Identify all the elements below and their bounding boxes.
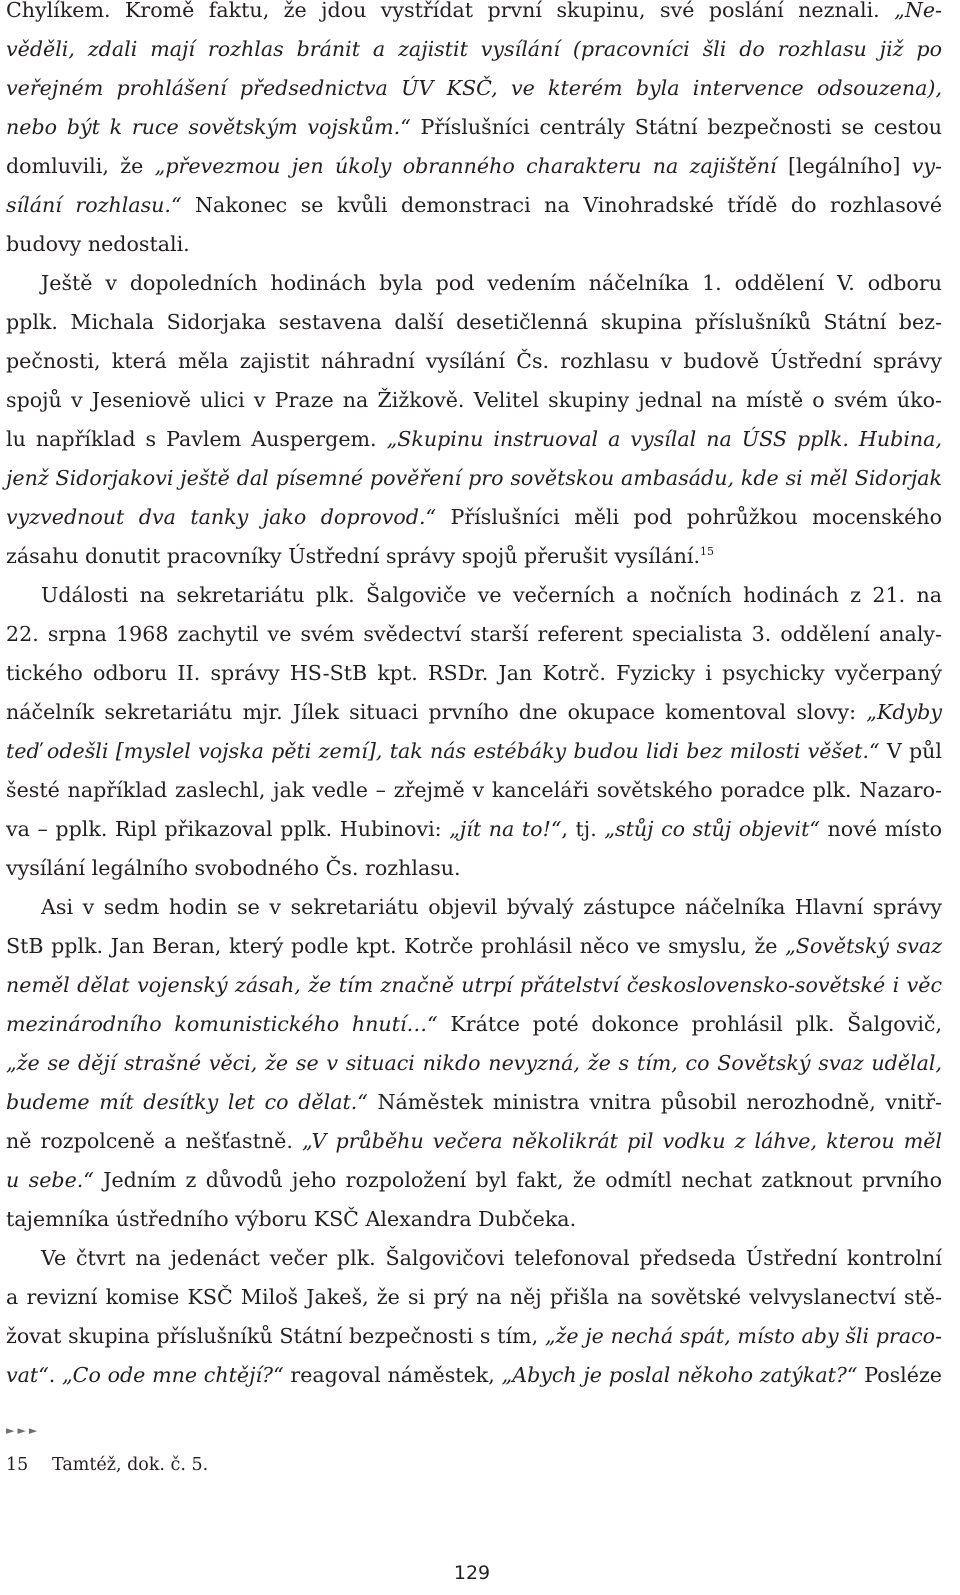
italic-text-segment: nebo být k ruce sovětským vojskům.“ xyxy=(6,115,411,139)
footnote-separator-marks: ►►► xyxy=(6,1424,41,1437)
italic-text-segment: „Abych je poslal někoho zatýkat?“ xyxy=(501,1363,858,1387)
text-segment: Události na sekretariátu plk. Šalgoviče ve večerních a nočních hodinách z 21. na xyxy=(41,583,942,607)
italic-text-segment: u sebe.“ xyxy=(6,1168,94,1192)
text-segment: šesté například zaslechl, jak vedle – zřejmě v kanceláři sovětského poradce plk. Nazaro- xyxy=(6,778,942,802)
text-line xyxy=(6,693,942,732)
italic-text-segment: mezinárodního komunistického hnutí…“ xyxy=(6,1012,438,1036)
italic-text-segment: budeme mít desítky let co dělat.“ xyxy=(6,1090,368,1114)
text-line xyxy=(6,849,942,888)
text-line xyxy=(6,69,942,108)
italic-text-segment: veřejném prohlášení předsednictva ÚV KSČ, ve kterém byla intervence odsouzena), xyxy=(6,76,942,100)
text-segment: Příslušníci centrály Státní bezpečnosti se cestou xyxy=(410,115,942,139)
text-segment: pečnosti, která měla zajistit náhradní vysílání Čs. rozhlasu v budově Ústřední správy xyxy=(6,349,942,373)
text-line xyxy=(6,1122,942,1161)
text-segment: Ještě v dopoledních hodinách byla pod vedením náčelníka 1. oddělení V. odboru xyxy=(41,271,942,295)
text-line xyxy=(6,1356,942,1395)
italic-text-segment: „Ne- xyxy=(894,0,942,22)
text-segment: va – pplk. Ripl přikazoval pplk. Hubinovi: xyxy=(6,817,450,841)
text-segment: 22. srpna 1968 zachytil ve svém svědectví starší referent specialista 3. oddělení analy- xyxy=(6,622,942,646)
text-line xyxy=(6,888,942,927)
italic-text-segment: neměl dělat vojenský zásah, že tím značně utrpí přátelství československo-sovětské i věc xyxy=(6,973,942,997)
text-line xyxy=(6,576,942,615)
footnote-reference: 15 xyxy=(700,545,715,559)
text-segment: nové místo xyxy=(819,817,942,841)
text-segment: a revizní komise KSČ Miloš Jakeš, že si prý na něj přišla na sovětské velvyslanectví stě- xyxy=(6,1285,942,1309)
text-segment: Nakonec se kvůli demonstraci na Vinohradské třídě do rozhlasové xyxy=(181,193,943,217)
text-segment: vysílání legálního svobodného Čs. rozhlasu. xyxy=(6,856,461,880)
body-text xyxy=(6,0,942,1395)
text-segment: Ve čtvrt na jedenáct večer plk. Šalgovičovi telefonoval předseda Ústřední kontrolní xyxy=(41,1246,942,1270)
text-line xyxy=(6,771,942,810)
text-segment: ně rozpolceně a nešťastně. xyxy=(6,1129,302,1153)
footnote-text: Tamtéž, dok. č. 5. xyxy=(52,1455,209,1475)
text-line xyxy=(6,927,942,966)
text-line xyxy=(6,615,942,654)
text-segment: budovy nedostali. xyxy=(6,232,190,256)
text-line xyxy=(6,1044,942,1083)
text-line xyxy=(6,966,942,1005)
italic-text-segment: jenž Sidorjakovi ještě dal písemné pověření pro sovětskou ambasádu, kde si měl Sidorjak xyxy=(6,466,942,490)
italic-text-segment: „jít na to!“ xyxy=(449,817,562,841)
text-segment: StB pplk. Jan Beran, který podle kpt. Kotrče prohlásil něco ve smyslu, že xyxy=(6,934,786,958)
text-line xyxy=(6,1005,942,1044)
italic-text-segment: „že je nechá spát, místo aby šli praco- xyxy=(544,1324,942,1348)
text-line xyxy=(6,1200,942,1239)
footnote xyxy=(6,1454,208,1476)
text-line xyxy=(6,30,942,69)
text-line xyxy=(6,1317,942,1356)
italic-text-segment: „Co ode mne chtějí?“ xyxy=(62,1363,284,1387)
italic-text-segment: sílání rozhlasu.“ xyxy=(6,193,182,217)
text-segment: Asi v sedm hodin se v sekretariátu objevil bývalý zástupce náčelníka Hlavní správy xyxy=(41,895,942,919)
italic-text-segment: věděli, zdali mají rozhlas bránit a zajistit vysílání (pracovníci šli do rozhlasu již po xyxy=(6,37,942,61)
italic-text-segment: teď odešli [myslel vojska pěti zemí], tak nás estébáky budou lidi bez milosti věšet.“ xyxy=(6,739,880,763)
text-line xyxy=(6,225,942,264)
text-segment: Chylíkem. Kromě faktu, že jdou vystřídat první skupinu, své poslání neznali. xyxy=(6,0,895,22)
text-line xyxy=(6,1278,942,1317)
text-line xyxy=(6,459,942,498)
text-line xyxy=(6,342,942,381)
text-segment: žovat skupina příslušníků Státní bezpečnosti s tím, xyxy=(6,1324,545,1348)
text-segment: , tj. xyxy=(561,817,605,841)
text-segment: tajemníka ústředního výboru KSČ Alexandra Dubčeka. xyxy=(6,1207,577,1231)
text-segment: zásahu donutit pracovníky Ústřední správy spojů přerušit vysílání. xyxy=(6,544,701,568)
text-segment: [legálního] xyxy=(776,154,912,178)
text-segment: domluvili, že xyxy=(6,154,155,178)
italic-text-segment: „Sovětský svaz xyxy=(785,934,942,958)
text-line xyxy=(6,498,942,537)
text-line xyxy=(6,108,942,147)
text-line xyxy=(6,810,942,849)
text-segment: tického odboru II. správy HS-StB kpt. RSDr. Jan Kotrč. Fyzicky i psychicky vyčerpaný xyxy=(6,661,942,685)
italic-text-segment: „že se dějí strašné věci, že se v situaci nikdo nevyzná, že s tím, co Sovětský svaz udělal, xyxy=(6,1051,942,1075)
text-segment: lu například s Pavlem Auspergem. xyxy=(6,427,387,451)
text-line xyxy=(6,1239,942,1278)
italic-text-segment: „stůj co stůj objevit“ xyxy=(604,817,820,841)
text-line xyxy=(6,1161,942,1200)
text-line xyxy=(6,0,942,30)
text-line xyxy=(6,420,942,459)
text-segment: V půl xyxy=(879,739,943,763)
italic-text-segment: „Kdyby xyxy=(866,700,942,724)
italic-text-segment: vy- xyxy=(911,154,942,178)
text-line xyxy=(6,732,942,771)
text-segment: Posléze xyxy=(857,1363,942,1387)
text-line xyxy=(6,303,942,342)
text-line xyxy=(6,537,942,576)
text-segment: Náměstek ministra vnitra působil nerozhodně, vnitř- xyxy=(367,1090,942,1114)
text-segment: Jedním z důvodů jeho rozpoložení byl fakt, že odmítl nechat zatknout prvního xyxy=(93,1168,942,1192)
text-segment: spojů v Jeseniově ulici v Praze na Žižkově. Velitel skupiny jednal na místě o svém úko- xyxy=(6,388,942,412)
footnote-number: 15 xyxy=(6,1455,29,1475)
text-line xyxy=(6,147,942,186)
page-number: 129 xyxy=(453,1562,491,1584)
text-line xyxy=(6,186,942,225)
italic-text-segment: „Skupinu instruoval a vysílal na ÚSS pplk. Hubina, xyxy=(386,427,942,451)
text-line xyxy=(6,1083,942,1122)
text-segment: pplk. Michala Sidorjaka sestavena další desetičlenná skupina příslušníků Státní bez- xyxy=(6,310,942,334)
text-line xyxy=(6,381,942,420)
italic-text-segment: vat“ xyxy=(6,1363,49,1387)
text-segment: náčelník sekretariátu mjr. Jílek situaci prvního dne okupace komentoval slovy: xyxy=(6,700,867,724)
text-segment: Příslušníci měli pod pohrůžkou mocenského xyxy=(436,505,942,529)
text-line xyxy=(6,264,942,303)
italic-text-segment: „V průběhu večera několikrát pil vodku z láhve, kterou měl xyxy=(302,1129,942,1153)
text-segment: Krátce poté dokonce prohlásil plk. Šalgovič, xyxy=(437,1012,942,1036)
italic-text-segment: vyzvednout dva tanky jako doprovod.“ xyxy=(6,505,437,529)
text-line xyxy=(6,654,942,693)
text-segment: . xyxy=(48,1363,63,1387)
italic-text-segment: „převezmou jen úkoly obranného charakteru na zajištění xyxy=(154,154,777,178)
text-segment: reagoval náměstek, xyxy=(283,1363,502,1387)
